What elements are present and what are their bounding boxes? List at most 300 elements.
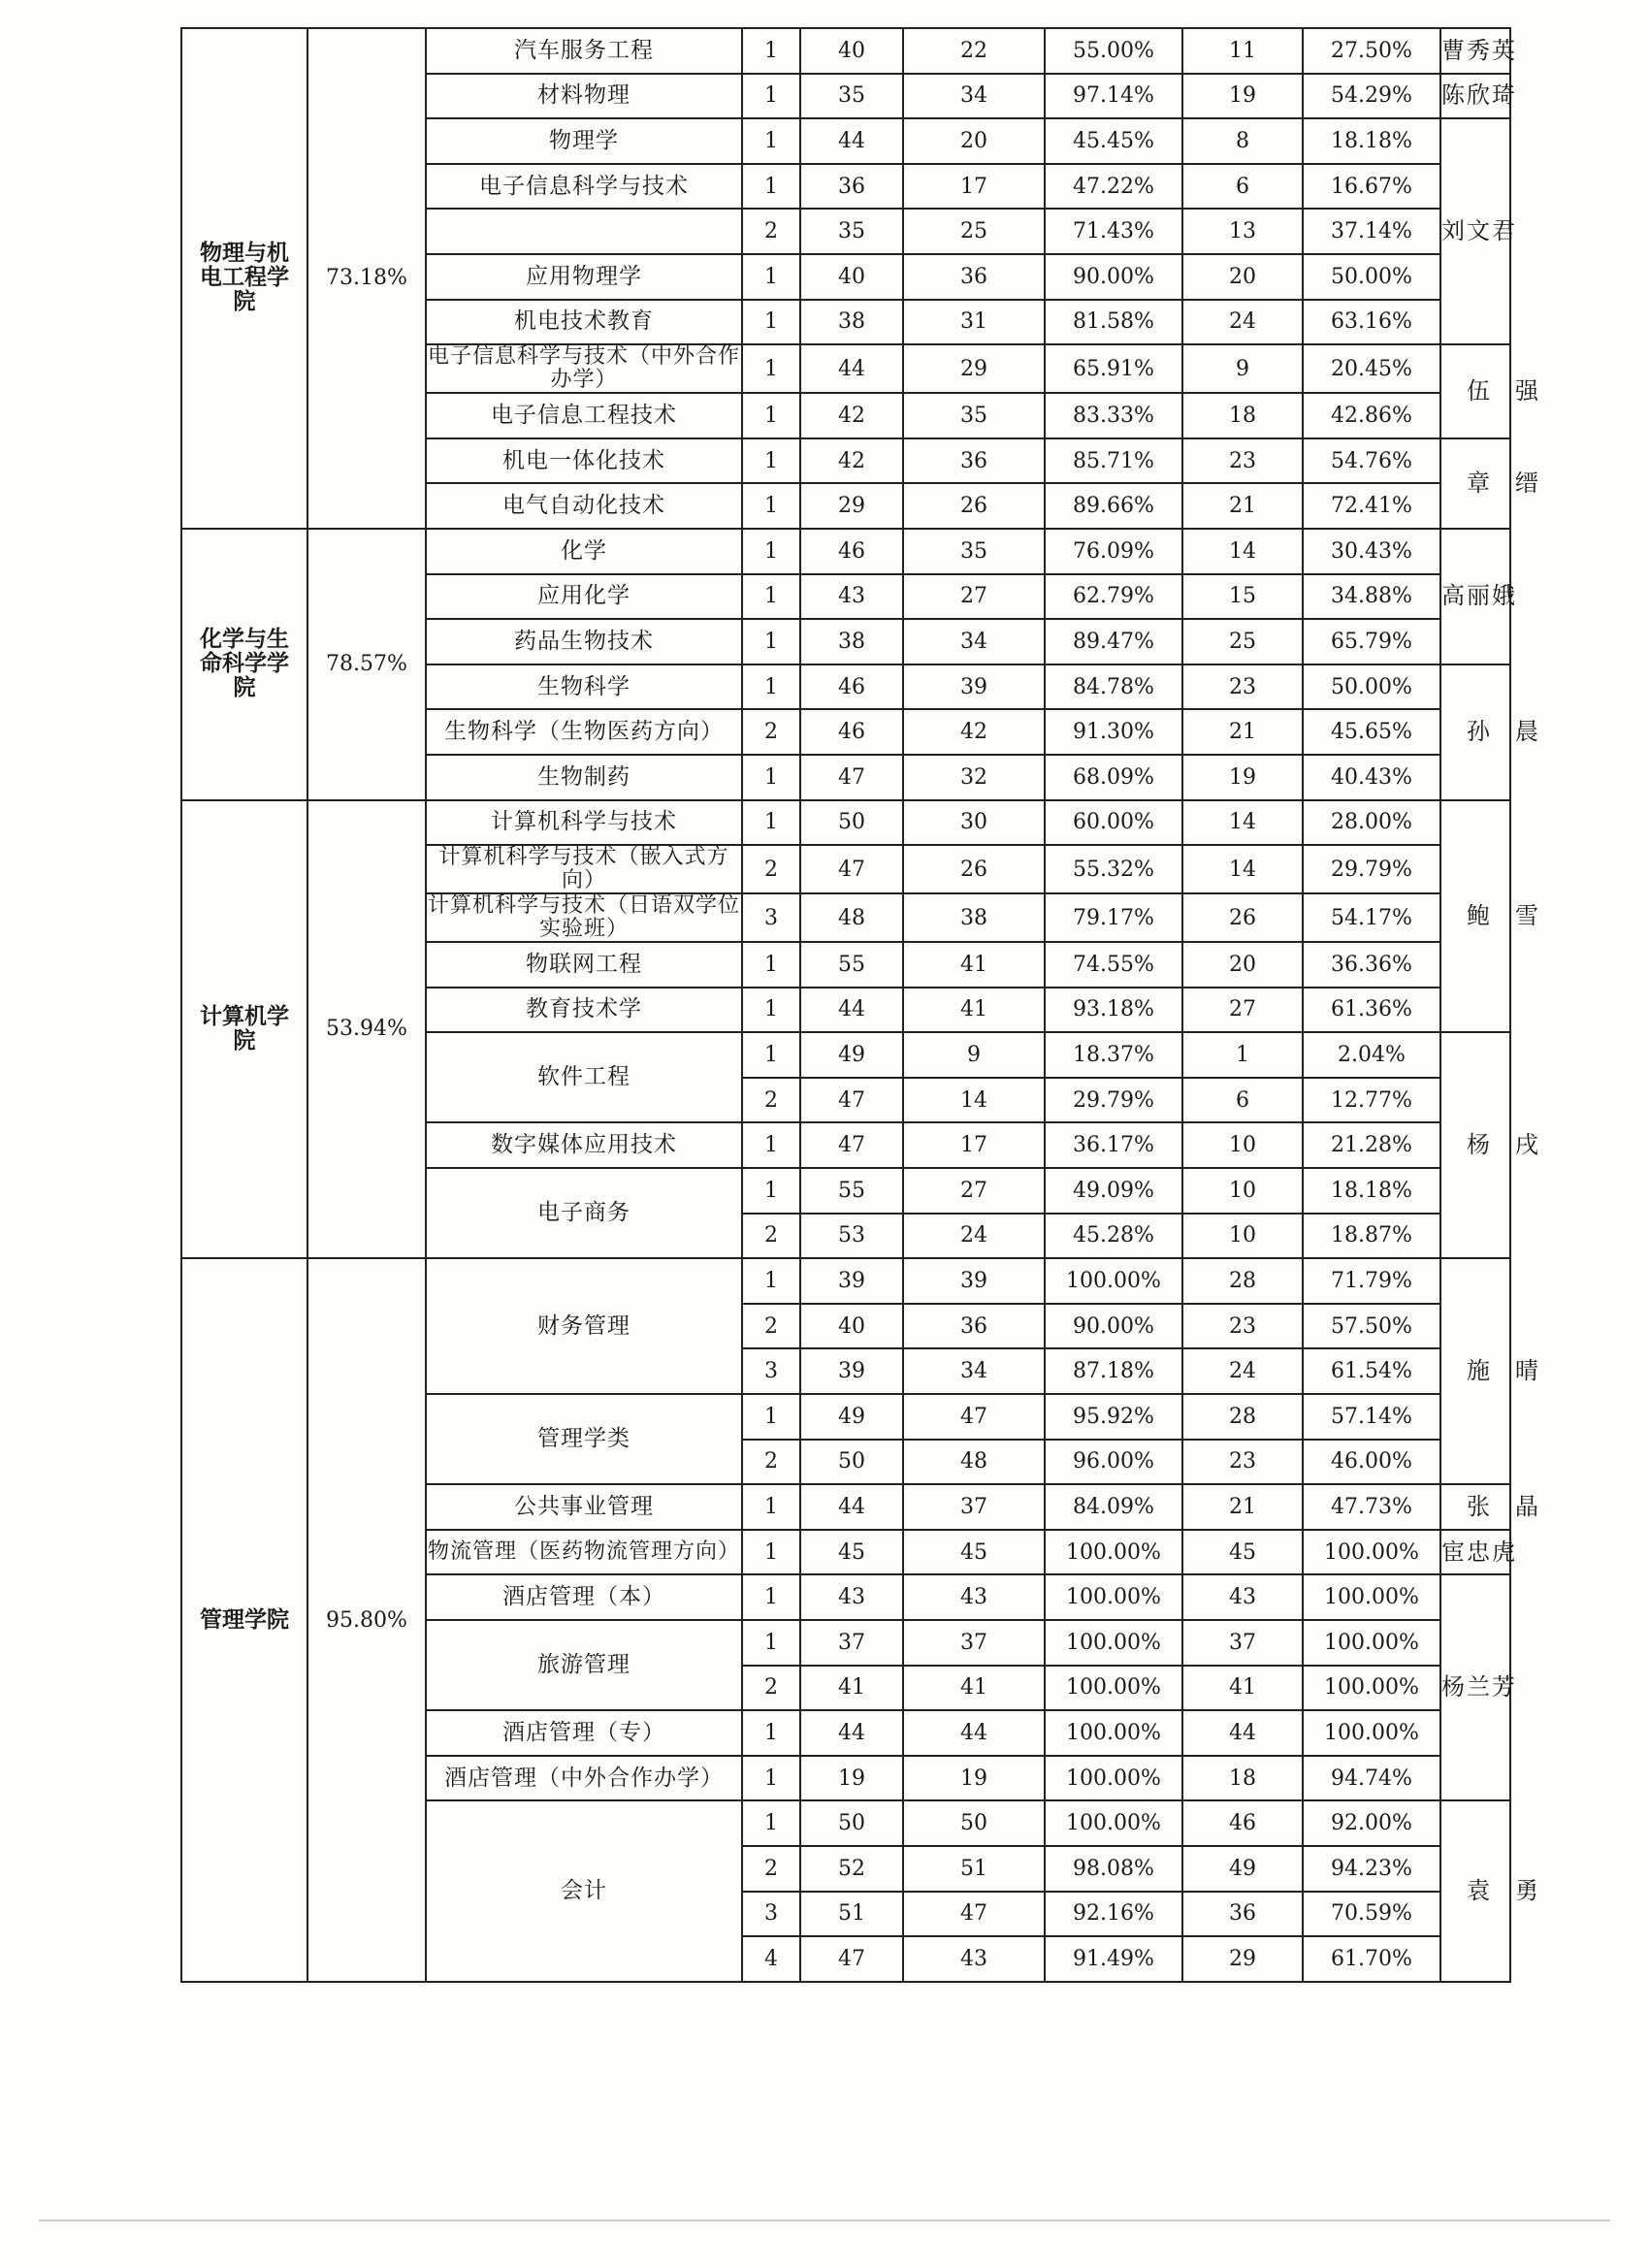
excellent-rate-cell: 2.04% (1303, 1032, 1440, 1078)
pass-cell: 20 (903, 118, 1045, 164)
pass-cell: 34 (903, 619, 1045, 664)
excellent-cell: 27 (1182, 988, 1303, 1033)
pass-rate-cell: 49.09% (1045, 1168, 1182, 1214)
table-row (181, 529, 1510, 574)
teacher-cell: 杨戌 (1440, 1032, 1510, 1258)
pass-rate-cell: 95.92% (1045, 1394, 1182, 1440)
pass-cell: 34 (903, 1348, 1045, 1394)
teacher-cell: 高丽娥 (1440, 529, 1510, 664)
class-cell: 1 (742, 1122, 800, 1168)
total-cell: 39 (800, 1348, 903, 1394)
major-cell: 应用物理学 (426, 254, 742, 300)
pass-cell: 26 (903, 845, 1045, 893)
excellent-cell: 36 (1182, 1892, 1303, 1937)
pass-cell: 35 (903, 529, 1045, 574)
excellent-rate-cell: 100.00% (1303, 1666, 1440, 1711)
pass-cell: 51 (903, 1846, 1045, 1892)
pass-cell: 47 (903, 1892, 1045, 1937)
excellent-rate-cell: 54.17% (1303, 893, 1440, 942)
excellent-rate-cell: 18.18% (1303, 118, 1440, 164)
total-cell: 39 (800, 1258, 903, 1304)
excellent-rate-cell: 42.86% (1303, 393, 1440, 438)
excellent-cell: 10 (1182, 1168, 1303, 1214)
pass-cell: 17 (903, 1122, 1045, 1168)
pass-rate-cell: 98.08% (1045, 1846, 1182, 1892)
excellent-cell: 45 (1182, 1530, 1303, 1575)
pass-rate-cell: 62.79% (1045, 574, 1182, 620)
excellent-cell: 15 (1182, 574, 1303, 620)
major-cell: 生物制药 (426, 755, 742, 800)
excellent-rate-cell: 37.14% (1303, 209, 1440, 254)
class-cell: 1 (742, 483, 800, 529)
pass-rate-cell: 100.00% (1045, 1756, 1182, 1801)
class-cell: 1 (742, 254, 800, 300)
pass-rate-cell: 84.78% (1045, 664, 1182, 710)
pass-rate-cell: 91.49% (1045, 1936, 1182, 1982)
major-cell: 电子信息科学与技术 (426, 164, 742, 210)
excellent-cell: 18 (1182, 1756, 1303, 1801)
major-cell: 旅游管理 (426, 1620, 742, 1710)
class-cell: 1 (742, 28, 800, 74)
excellent-cell: 14 (1182, 529, 1303, 574)
major-cell (426, 209, 742, 254)
teacher-cell: 宦忠虎 (1440, 1530, 1510, 1575)
pass-rate-cell: 89.66% (1045, 483, 1182, 529)
total-cell: 37 (800, 1620, 903, 1666)
total-cell: 48 (800, 893, 903, 942)
major-cell: 计算机科学与技术 (426, 800, 742, 846)
excellent-cell: 20 (1182, 254, 1303, 300)
pass-rate-cell: 97.14% (1045, 74, 1182, 119)
class-cell: 1 (742, 1800, 800, 1846)
class-cell: 1 (742, 74, 800, 119)
pass-cell: 31 (903, 300, 1045, 345)
teacher-cell: 陈欣琦 (1440, 74, 1510, 119)
teacher-cell: 杨兰芳 (1440, 1574, 1510, 1800)
excellent-cell: 37 (1182, 1620, 1303, 1666)
total-cell: 40 (800, 1304, 903, 1349)
excellent-cell: 23 (1182, 664, 1303, 710)
pass-cell: 45 (903, 1530, 1045, 1575)
total-cell: 42 (800, 393, 903, 438)
excellent-rate-cell: 46.00% (1303, 1440, 1440, 1485)
total-cell: 49 (800, 1032, 903, 1078)
teacher-cell: 章缙 (1440, 438, 1510, 529)
teacher-cell: 曹秀英 (1440, 28, 1510, 74)
pass-rate-cell: 100.00% (1045, 1530, 1182, 1575)
excellent-cell: 8 (1182, 118, 1303, 164)
teacher-cell: 施晴 (1440, 1258, 1510, 1484)
pass-rate-cell: 60.00% (1045, 800, 1182, 846)
pass-cell: 22 (903, 28, 1045, 74)
results-table-body (181, 28, 1564, 1982)
class-cell: 1 (742, 664, 800, 710)
pass-cell: 36 (903, 254, 1045, 300)
excellent-rate-cell: 100.00% (1303, 1574, 1440, 1620)
total-cell: 47 (800, 1122, 903, 1168)
class-cell: 2 (742, 1440, 800, 1485)
excellent-rate-cell: 57.14% (1303, 1394, 1440, 1440)
pass-cell: 37 (903, 1620, 1045, 1666)
excellent-rate-cell: 100.00% (1303, 1710, 1440, 1756)
major-cell: 会计 (426, 1800, 742, 1981)
major-cell: 电气自动化技术 (426, 483, 742, 529)
pass-rate-cell: 18.37% (1045, 1032, 1182, 1078)
excellent-cell: 11 (1182, 28, 1303, 74)
pass-rate-cell: 93.18% (1045, 988, 1182, 1033)
excellent-rate-cell: 54.29% (1303, 74, 1440, 119)
pass-rate-cell: 81.58% (1045, 300, 1182, 345)
total-cell: 43 (800, 1574, 903, 1620)
major-cell: 财务管理 (426, 1258, 742, 1394)
total-cell: 47 (800, 1078, 903, 1123)
major-cell: 电子信息科学与技术（中外合作办学） (427, 344, 740, 393)
pass-cell: 38 (903, 893, 1045, 942)
major-cell: 生物科学 (426, 664, 742, 710)
major-cell: 管理学类 (426, 1394, 742, 1484)
class-cell: 3 (742, 1348, 800, 1394)
class-cell: 2 (742, 1846, 800, 1892)
pass-cell: 32 (903, 755, 1045, 800)
excellent-rate-cell: 94.74% (1303, 1756, 1440, 1801)
class-cell: 2 (742, 1214, 800, 1259)
class-cell: 1 (742, 619, 800, 664)
pass-cell: 48 (903, 1440, 1045, 1485)
total-cell: 19 (800, 1756, 903, 1801)
major-cell: 公共事业管理 (426, 1484, 742, 1530)
pass-rate-cell: 87.18% (1045, 1348, 1182, 1394)
pass-rate-cell: 29.79% (1045, 1078, 1182, 1123)
major-cell: 电子商务 (426, 1168, 742, 1258)
excellent-cell: 29 (1182, 1936, 1303, 1982)
class-cell: 1 (742, 1168, 800, 1214)
major-cell: 物流管理（医药物流管理方向） (426, 1530, 742, 1575)
pass-cell: 19 (903, 1756, 1045, 1801)
pass-rate-cell: 100.00% (1045, 1666, 1182, 1711)
excellent-rate-cell: 18.87% (1303, 1214, 1440, 1259)
pass-rate-cell: 45.28% (1045, 1214, 1182, 1259)
excellent-rate-cell: 21.28% (1303, 1122, 1440, 1168)
pass-rate-cell: 100.00% (1045, 1710, 1182, 1756)
excellent-cell: 28 (1182, 1258, 1303, 1304)
excellent-rate-cell: 36.36% (1303, 942, 1440, 988)
pass-rate-cell: 65.91% (1045, 344, 1182, 393)
pass-rate-cell: 90.00% (1045, 1304, 1182, 1349)
pass-rate-cell: 92.16% (1045, 1892, 1182, 1937)
pass-cell: 30 (903, 800, 1045, 846)
teacher-cell: 伍强 (1440, 344, 1510, 438)
pass-cell: 42 (903, 709, 1045, 755)
excellent-cell: 9 (1182, 344, 1303, 393)
excellent-cell: 23 (1182, 1304, 1303, 1349)
total-cell: 44 (800, 1484, 903, 1530)
excellent-cell: 21 (1182, 483, 1303, 529)
excellent-cell: 26 (1182, 893, 1303, 942)
excellent-rate-cell: 45.65% (1303, 709, 1440, 755)
total-cell: 38 (800, 619, 903, 664)
total-cell: 44 (800, 988, 903, 1033)
excellent-rate-cell: 57.50% (1303, 1304, 1440, 1349)
class-cell: 1 (742, 1258, 800, 1304)
excellent-rate-cell: 72.41% (1303, 483, 1440, 529)
class-cell: 2 (742, 1666, 800, 1711)
pass-rate-cell: 90.00% (1045, 254, 1182, 300)
pass-cell: 14 (903, 1078, 1045, 1123)
pass-cell: 34 (903, 74, 1045, 119)
teacher-cell: 刘文君 (1440, 118, 1510, 344)
excellent-rate-cell: 12.77% (1303, 1078, 1440, 1123)
major-cell: 酒店管理（专） (426, 1710, 742, 1756)
teacher-cell: 鲍雪 (1440, 800, 1510, 1033)
total-cell: 50 (800, 800, 903, 846)
excellent-cell: 13 (1182, 209, 1303, 254)
total-cell: 49 (800, 1394, 903, 1440)
total-cell: 45 (800, 1530, 903, 1575)
excellent-cell: 1 (1182, 1032, 1303, 1078)
pass-cell: 26 (903, 483, 1045, 529)
pass-cell: 35 (903, 393, 1045, 438)
class-cell: 1 (742, 1756, 800, 1801)
major-cell: 酒店管理（中外合作办学） (426, 1756, 742, 1801)
college-name-cell: 管理学院 (181, 1258, 307, 1982)
table-row (181, 800, 1510, 846)
results-table (180, 27, 1564, 1983)
excellent-rate-cell: 65.79% (1303, 619, 1440, 664)
class-cell: 1 (742, 344, 800, 393)
pass-cell: 50 (903, 1800, 1045, 1846)
pass-cell: 41 (903, 942, 1045, 988)
excellent-rate-cell: 34.88% (1303, 574, 1440, 620)
major-cell: 软件工程 (426, 1032, 742, 1122)
major-cell: 材料物理 (426, 74, 742, 119)
excellent-rate-cell: 50.00% (1303, 254, 1440, 300)
excellent-cell: 6 (1182, 164, 1303, 210)
excellent-rate-cell: 61.54% (1303, 1348, 1440, 1394)
pass-cell: 25 (903, 209, 1045, 254)
class-cell: 1 (742, 1032, 800, 1078)
pass-cell: 47 (903, 1394, 1045, 1440)
pass-rate-cell: 55.32% (1045, 845, 1182, 893)
major-cell: 电子信息工程技术 (426, 393, 742, 438)
class-cell: 2 (742, 845, 800, 893)
class-cell: 1 (742, 755, 800, 800)
class-cell: 4 (742, 1936, 800, 1982)
class-cell: 2 (742, 1304, 800, 1349)
total-cell: 46 (800, 709, 903, 755)
table-row (181, 28, 1510, 74)
college-rate-cell: 95.80% (307, 1258, 426, 1982)
pass-rate-cell: 79.17% (1045, 893, 1182, 942)
class-cell: 3 (742, 1892, 800, 1937)
excellent-rate-cell: 18.18% (1303, 1168, 1440, 1214)
excellent-cell: 28 (1182, 1394, 1303, 1440)
excellent-cell: 14 (1182, 845, 1303, 893)
major-cell: 物联网工程 (426, 942, 742, 988)
total-cell: 47 (800, 845, 903, 893)
excellent-cell: 14 (1182, 800, 1303, 846)
total-cell: 46 (800, 664, 903, 710)
excellent-cell: 21 (1182, 1484, 1303, 1530)
total-cell: 47 (800, 1936, 903, 1982)
pass-rate-cell: 36.17% (1045, 1122, 1182, 1168)
total-cell: 29 (800, 483, 903, 529)
college-name-cell: 化学与生命科学学院 (181, 529, 307, 800)
excellent-cell: 24 (1182, 300, 1303, 345)
college-rate-cell: 73.18% (307, 28, 426, 529)
major-cell: 物理学 (426, 118, 742, 164)
pass-rate-cell: 84.09% (1045, 1484, 1182, 1530)
class-cell: 1 (742, 942, 800, 988)
excellent-rate-cell: 92.00% (1303, 1800, 1440, 1846)
class-cell: 1 (742, 300, 800, 345)
pass-cell: 39 (903, 1258, 1045, 1304)
major-cell: 酒店管理（本） (426, 1574, 742, 1620)
excellent-rate-cell: 16.67% (1303, 164, 1440, 210)
class-cell: 1 (742, 1710, 800, 1756)
pass-cell: 9 (903, 1032, 1045, 1078)
pass-cell: 29 (903, 344, 1045, 393)
major-cell: 数字媒体应用技术 (426, 1122, 742, 1168)
excellent-cell: 23 (1182, 1440, 1303, 1485)
page-bottom-rule (39, 2219, 1610, 2221)
pass-cell: 41 (903, 1666, 1045, 1711)
excellent-cell: 25 (1182, 619, 1303, 664)
excellent-cell: 41 (1182, 1666, 1303, 1711)
total-cell: 40 (800, 28, 903, 74)
college-rate-cell: 53.94% (307, 800, 426, 1259)
pass-rate-cell: 91.30% (1045, 709, 1182, 755)
excellent-rate-cell: 54.76% (1303, 438, 1440, 484)
class-cell: 2 (742, 1078, 800, 1123)
excellent-rate-cell: 100.00% (1303, 1530, 1440, 1575)
total-cell: 35 (800, 209, 903, 254)
total-cell: 53 (800, 1214, 903, 1259)
class-cell: 1 (742, 1394, 800, 1440)
pass-cell: 36 (903, 1304, 1045, 1349)
pass-cell: 27 (903, 1168, 1045, 1214)
pass-rate-cell: 89.47% (1045, 619, 1182, 664)
class-cell: 1 (742, 393, 800, 438)
total-cell: 46 (800, 529, 903, 574)
excellent-cell: 19 (1182, 755, 1303, 800)
class-cell: 1 (742, 988, 800, 1033)
total-cell: 52 (800, 1846, 903, 1892)
pass-rate-cell: 100.00% (1045, 1800, 1182, 1846)
major-cell: 汽车服务工程 (426, 28, 742, 74)
college-name-cell: 物理与机电工程学院 (181, 28, 307, 529)
excellent-cell: 21 (1182, 709, 1303, 755)
table-row (181, 1258, 1510, 1304)
total-cell: 41 (800, 1666, 903, 1711)
major-cell: 生物科学（生物医药方向） (426, 709, 742, 755)
total-cell: 50 (800, 1800, 903, 1846)
excellent-rate-cell: 20.45% (1303, 344, 1440, 393)
total-cell: 55 (800, 942, 903, 988)
excellent-rate-cell: 61.70% (1303, 1936, 1440, 1982)
pass-cell: 44 (903, 1710, 1045, 1756)
major-cell: 机电一体化技术 (426, 438, 742, 484)
excellent-rate-cell: 50.00% (1303, 664, 1440, 710)
excellent-cell: 43 (1182, 1574, 1303, 1620)
teacher-cell: 孙晨 (1440, 664, 1510, 800)
teacher-cell: 袁勇 (1440, 1800, 1510, 1981)
excellent-rate-cell: 27.50% (1303, 28, 1440, 74)
pass-rate-cell: 100.00% (1045, 1620, 1182, 1666)
major-cell: 计算机科学与技术（日语双学位实验班） (427, 893, 740, 942)
major-cell: 化学 (426, 529, 742, 574)
excellent-rate-cell: 63.16% (1303, 300, 1440, 345)
pass-cell: 37 (903, 1484, 1045, 1530)
total-cell: 43 (800, 574, 903, 620)
total-cell: 36 (800, 164, 903, 210)
excellent-rate-cell: 47.73% (1303, 1484, 1440, 1530)
total-cell: 35 (800, 74, 903, 119)
excellent-rate-cell: 94.23% (1303, 1846, 1440, 1892)
pass-cell: 36 (903, 438, 1045, 484)
pass-cell: 27 (903, 574, 1045, 620)
college-rate-cell: 78.57% (307, 529, 426, 800)
class-cell: 1 (742, 1530, 800, 1575)
pass-cell: 41 (903, 988, 1045, 1033)
class-cell: 3 (742, 893, 800, 942)
total-cell: 51 (800, 1892, 903, 1937)
excellent-cell: 24 (1182, 1348, 1303, 1394)
total-cell: 55 (800, 1168, 903, 1214)
major-cell: 应用化学 (426, 574, 742, 620)
class-cell: 1 (742, 1620, 800, 1666)
excellent-rate-cell: 100.00% (1303, 1620, 1440, 1666)
pass-rate-cell: 55.00% (1045, 28, 1182, 74)
class-cell: 1 (742, 118, 800, 164)
pass-cell: 43 (903, 1936, 1045, 1982)
pass-rate-cell: 100.00% (1045, 1258, 1182, 1304)
excellent-rate-cell: 28.00% (1303, 800, 1440, 846)
excellent-cell: 6 (1182, 1078, 1303, 1123)
class-cell: 1 (742, 574, 800, 620)
total-cell: 44 (800, 118, 903, 164)
pass-cell: 17 (903, 164, 1045, 210)
total-cell: 40 (800, 254, 903, 300)
pass-cell: 24 (903, 1214, 1045, 1259)
pass-rate-cell: 71.43% (1045, 209, 1182, 254)
class-cell: 1 (742, 1484, 800, 1530)
excellent-rate-cell: 70.59% (1303, 1892, 1440, 1937)
class-cell: 1 (742, 800, 800, 846)
excellent-cell: 19 (1182, 74, 1303, 119)
major-cell: 计算机科学与技术（嵌入式方向） (426, 845, 742, 893)
total-cell: 47 (800, 755, 903, 800)
excellent-rate-cell: 30.43% (1303, 529, 1440, 574)
total-cell: 38 (800, 300, 903, 345)
class-cell: 1 (742, 1574, 800, 1620)
excellent-cell: 44 (1182, 1710, 1303, 1756)
total-cell: 50 (800, 1440, 903, 1485)
excellent-cell: 20 (1182, 942, 1303, 988)
total-cell: 44 (800, 1710, 903, 1756)
teacher-cell: 张晶 (1440, 1484, 1510, 1530)
class-cell: 1 (742, 164, 800, 210)
major-cell: 药品生物技术 (426, 619, 742, 664)
class-cell: 2 (742, 209, 800, 254)
class-cell: 1 (742, 529, 800, 574)
excellent-rate-cell: 71.79% (1303, 1258, 1440, 1304)
pass-rate-cell: 76.09% (1045, 529, 1182, 574)
pass-cell: 39 (903, 664, 1045, 710)
excellent-rate-cell: 29.79% (1303, 845, 1440, 893)
excellent-cell: 49 (1182, 1846, 1303, 1892)
pass-cell: 43 (903, 1574, 1045, 1620)
excellent-cell: 46 (1182, 1800, 1303, 1846)
